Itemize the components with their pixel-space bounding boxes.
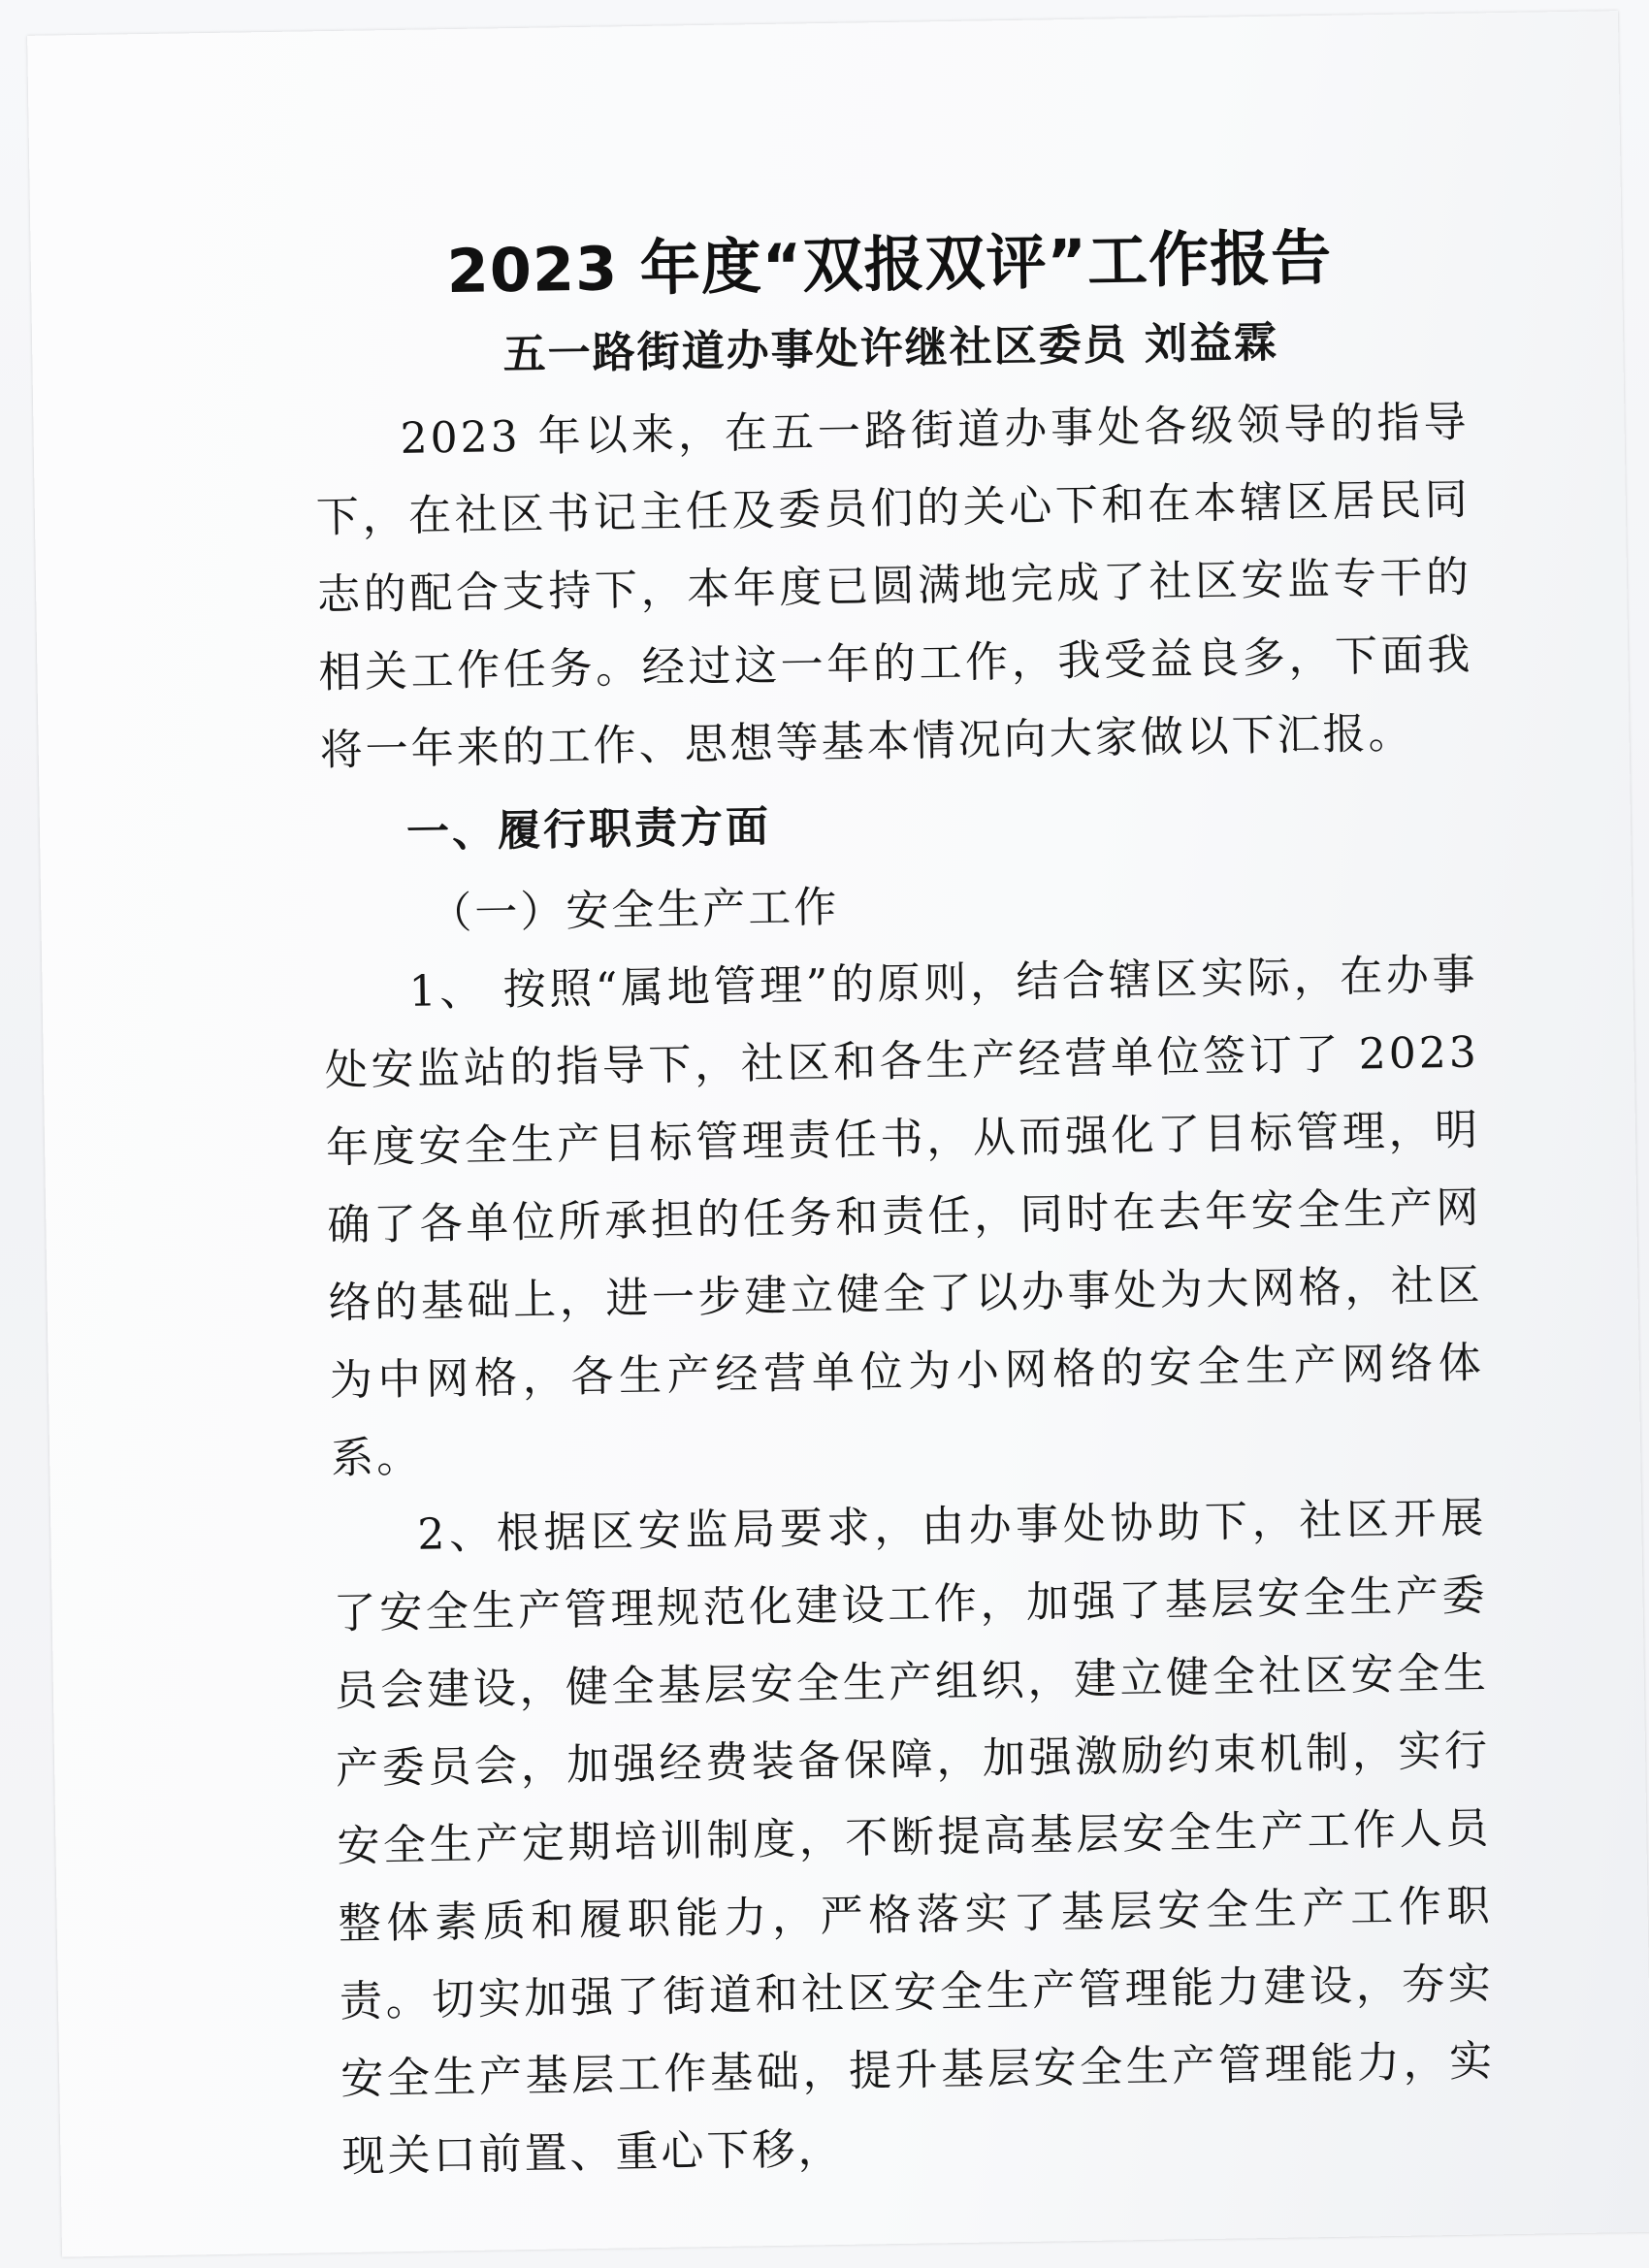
intro-paragraph: 2023 年以来，在五一路街道办事处各级领导的指导下，在社区书记主任及委员们的关心下和在本辖区居民同志的配合支持下，本年度已圆满地完成了社区安监专干的相关工作任务。经过这一年的工作，我受益良多，下面我将一年来的工作、思想等基本情况向大家做以下汇报。 [315, 397, 1473, 776]
document-title: 2023 年度“双报双评”工作报告 [446, 221, 1333, 308]
paragraph-item-1: 1、 按照“属地管理”的原则，结合辖区实际，在办事处安监站的指导下，社区和各生产经营单位签订了 2023 年度安全生产目标管理责任书，从而强化了目标管理，明确了各单位所承担的任务和责任，同时在去年安全生产网络的基础上，进一步建立健全了以办事处为大网格，社区为中网格，各生产经营单位为小网格的安全生产网络体系。 [324, 950, 1485, 1484]
document-body [311, 188, 1497, 2196]
document-page [27, 11, 1649, 2256]
paragraph-item-2: 2、根据区安监局要求，由办事处协助下，社区开展了安全生产管理规范化建设工作，加强了基层安全生产委员会建设，健全基层安全生产组织，建立健全社区安全生产委员会，加强经费装备保障，加强激励约束机制，实行安全生产定期培训制度，不断提高基层安全生产工作人员整体素质和履职能力，严格落实了基层安全生产工作职责。切实加强了街道和社区安全生产管理能力建设，夯实安全生产基层工作基础，提升基层安全生产管理能力，实现关口前置、重心下移， [333, 1493, 1496, 2183]
subsection-heading: （一）安全生产工作 [428, 882, 840, 939]
document-author: 五一路街道办事处许继社区委员 刘益霖 [502, 317, 1279, 380]
section-heading: 一、履行职责方面 [405, 801, 772, 858]
